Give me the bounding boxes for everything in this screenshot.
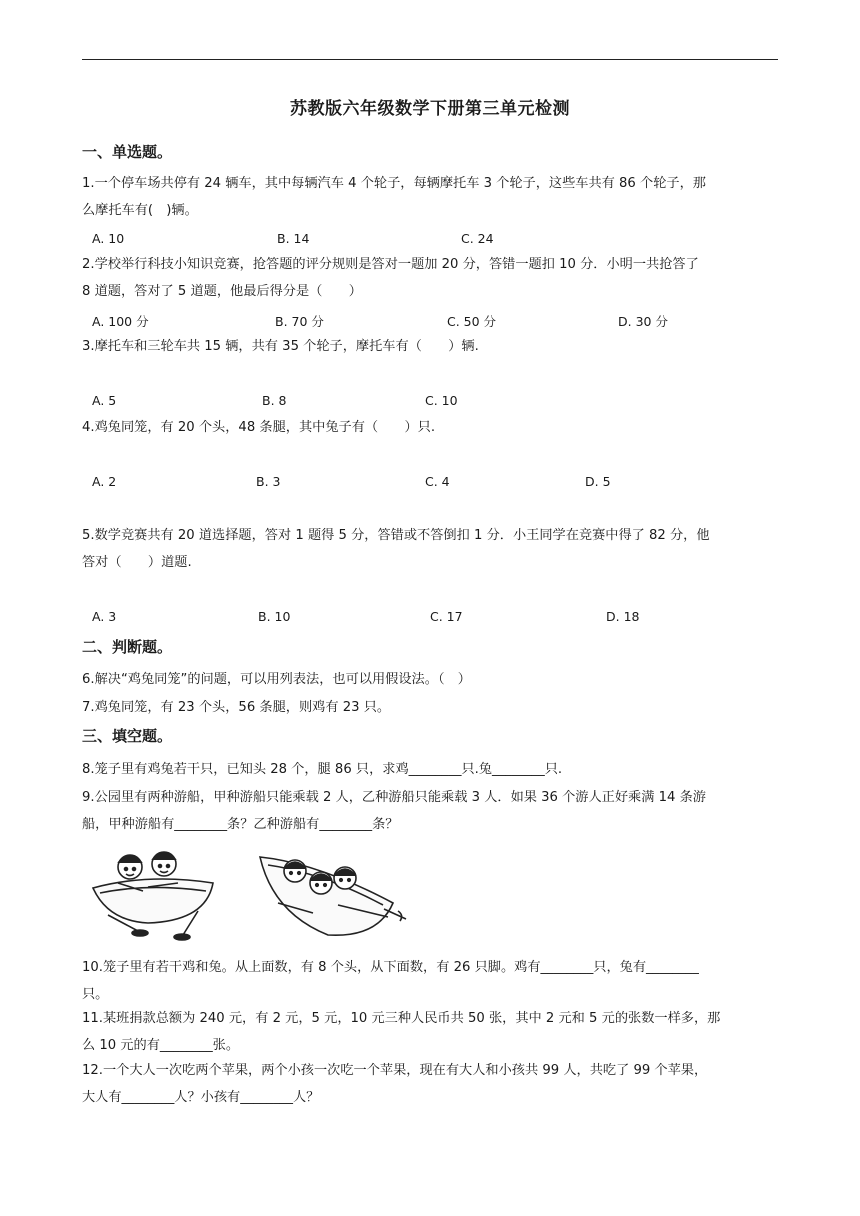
option-d[interactable]: D. 18 — [606, 609, 640, 624]
question-7-line-1: 7.鸡兔同笼，有 23 个头，56 条腿，则鸡有 23 只。 — [82, 700, 391, 715]
question-9 — [82, 784, 782, 838]
option-b[interactable]: B. 10 — [258, 609, 291, 624]
option-b[interactable]: B. 3 — [256, 474, 281, 489]
question-5 — [82, 522, 782, 576]
question-5-options — [92, 609, 782, 627]
question-12-line-2: 大人有________人？小孩有________人？ — [82, 1090, 320, 1105]
question-10 — [82, 954, 782, 1008]
question-1-options — [92, 231, 782, 249]
question-9-line-2: 船，甲种游船有________条？乙种游船有________条？ — [82, 817, 399, 832]
question-4-options — [92, 474, 782, 492]
question-12-line-1: 12.一个大人一次吃两个苹果，两个小孩一次吃一个苹果，现在有大人和小孩共 99 人，共吃了 99 个苹果， — [82, 1063, 708, 1078]
question-10-line-1: 10.笼子里有若干鸡和兔。从上面数，有 8 个头，从下面数，有 26 只脚。鸡有________只，兔有________ — [82, 960, 699, 975]
option-a[interactable]: A. 3 — [92, 609, 117, 624]
question-9-line-1: 9.公园里有两种游船，甲种游船只能乘载 2 人，乙种游船只能乘载 3 人．如果 36 个游人正好乘满 14 条游 — [82, 790, 706, 805]
question-1-line-2: 么摩托车有( )辆。 — [82, 203, 198, 218]
boat-right-icon — [260, 857, 406, 935]
option-a[interactable]: A. 10 — [92, 231, 125, 246]
section-heading-single-choice: 一、单选题。 — [82, 143, 173, 161]
question-10-line-2: 只。 — [82, 987, 109, 1002]
option-c[interactable]: C. 17 — [430, 609, 463, 624]
option-b[interactable]: B. 14 — [277, 231, 310, 246]
question-11-line-1: 11.某班捐款总额为 240 元，有 2 元，5 元，10 元三种人民币共 50 张，其中 2 元和 5 元的张数一样多，那 — [82, 1011, 721, 1026]
question-3-line-1: 3.摩托车和三轮车共 15 辆，共有 35 个轮子，摩托车有（ ）辆. — [82, 339, 479, 354]
option-c[interactable]: C. 10 — [425, 393, 458, 408]
question-8-line-1: 8.笼子里有鸡兔若干只，已知头 28 个，腿 86 只，求鸡________只.兔________只. — [82, 762, 563, 777]
option-c[interactable]: C. 4 — [425, 474, 450, 489]
option-a[interactable]: A. 100 分 — [92, 314, 149, 329]
question-6-line-1: 6.解决“鸡兔同笼”的问题，可以用列表法，也可以用假设法。（ ） — [82, 672, 471, 687]
option-c[interactable]: C. 24 — [461, 231, 494, 246]
question-2-options — [92, 312, 782, 330]
option-a[interactable]: A. 2 — [92, 474, 117, 489]
question-7 — [82, 694, 782, 721]
question-12 — [82, 1057, 782, 1111]
question-2-line-2: 8 道题，答对了 5 道题，他最后得分是（ ） — [82, 284, 362, 299]
option-a[interactable]: A. 5 — [92, 393, 117, 408]
question-11 — [82, 1005, 782, 1059]
question-11-line-2: 么 10 元的有________张。 — [82, 1038, 240, 1053]
option-d[interactable]: D. 30 分 — [618, 314, 668, 329]
question-5-line-1: 5.数学竞赛共有 20 道选择题，答对 1 题得 5 分，答错或不答倒扣 1 分．小王同学在竞赛中得了 82 分，他 — [82, 528, 710, 543]
question-2 — [82, 251, 782, 305]
option-c[interactable]: C. 50 分 — [447, 314, 497, 329]
question-3 — [82, 333, 782, 360]
page-title: 苏教版六年级数学下册第三单元检测 — [290, 99, 570, 119]
question-8 — [82, 756, 782, 783]
rowing-boats-illustration-icon — [88, 843, 408, 943]
question-1-line-1: 1.一个停车场共停有 24 辆车，其中每辆汽车 4 个轮子，每辆摩托车 3 个轮子，这些车共有 86 个轮子，那 — [82, 176, 706, 191]
question-4-line-1: 4.鸡兔同笼，有 20 个头，48 条腿，其中兔子有（ ）只. — [82, 420, 436, 435]
question-6 — [82, 666, 782, 693]
question-4 — [82, 414, 782, 441]
question-5-line-2: 答对（ ）道题. — [82, 555, 192, 570]
option-d[interactable]: D. 5 — [585, 474, 611, 489]
question-1 — [82, 170, 782, 224]
section-heading-true-false: 二、判断题。 — [82, 638, 173, 656]
option-b[interactable]: B. 70 分 — [275, 314, 324, 329]
option-b[interactable]: B. 8 — [262, 393, 287, 408]
question-3-options — [92, 393, 782, 411]
section-heading-fill-in: 三、填空题。 — [82, 727, 173, 745]
question-2-line-1: 2.学校举行科技小知识竞赛，抢答题的评分规则是答对一题加 20 分，答错一题扣 10 分．小明一共抢答了 — [82, 257, 699, 272]
top-rule — [82, 59, 778, 60]
boat-left-icon — [93, 852, 213, 940]
